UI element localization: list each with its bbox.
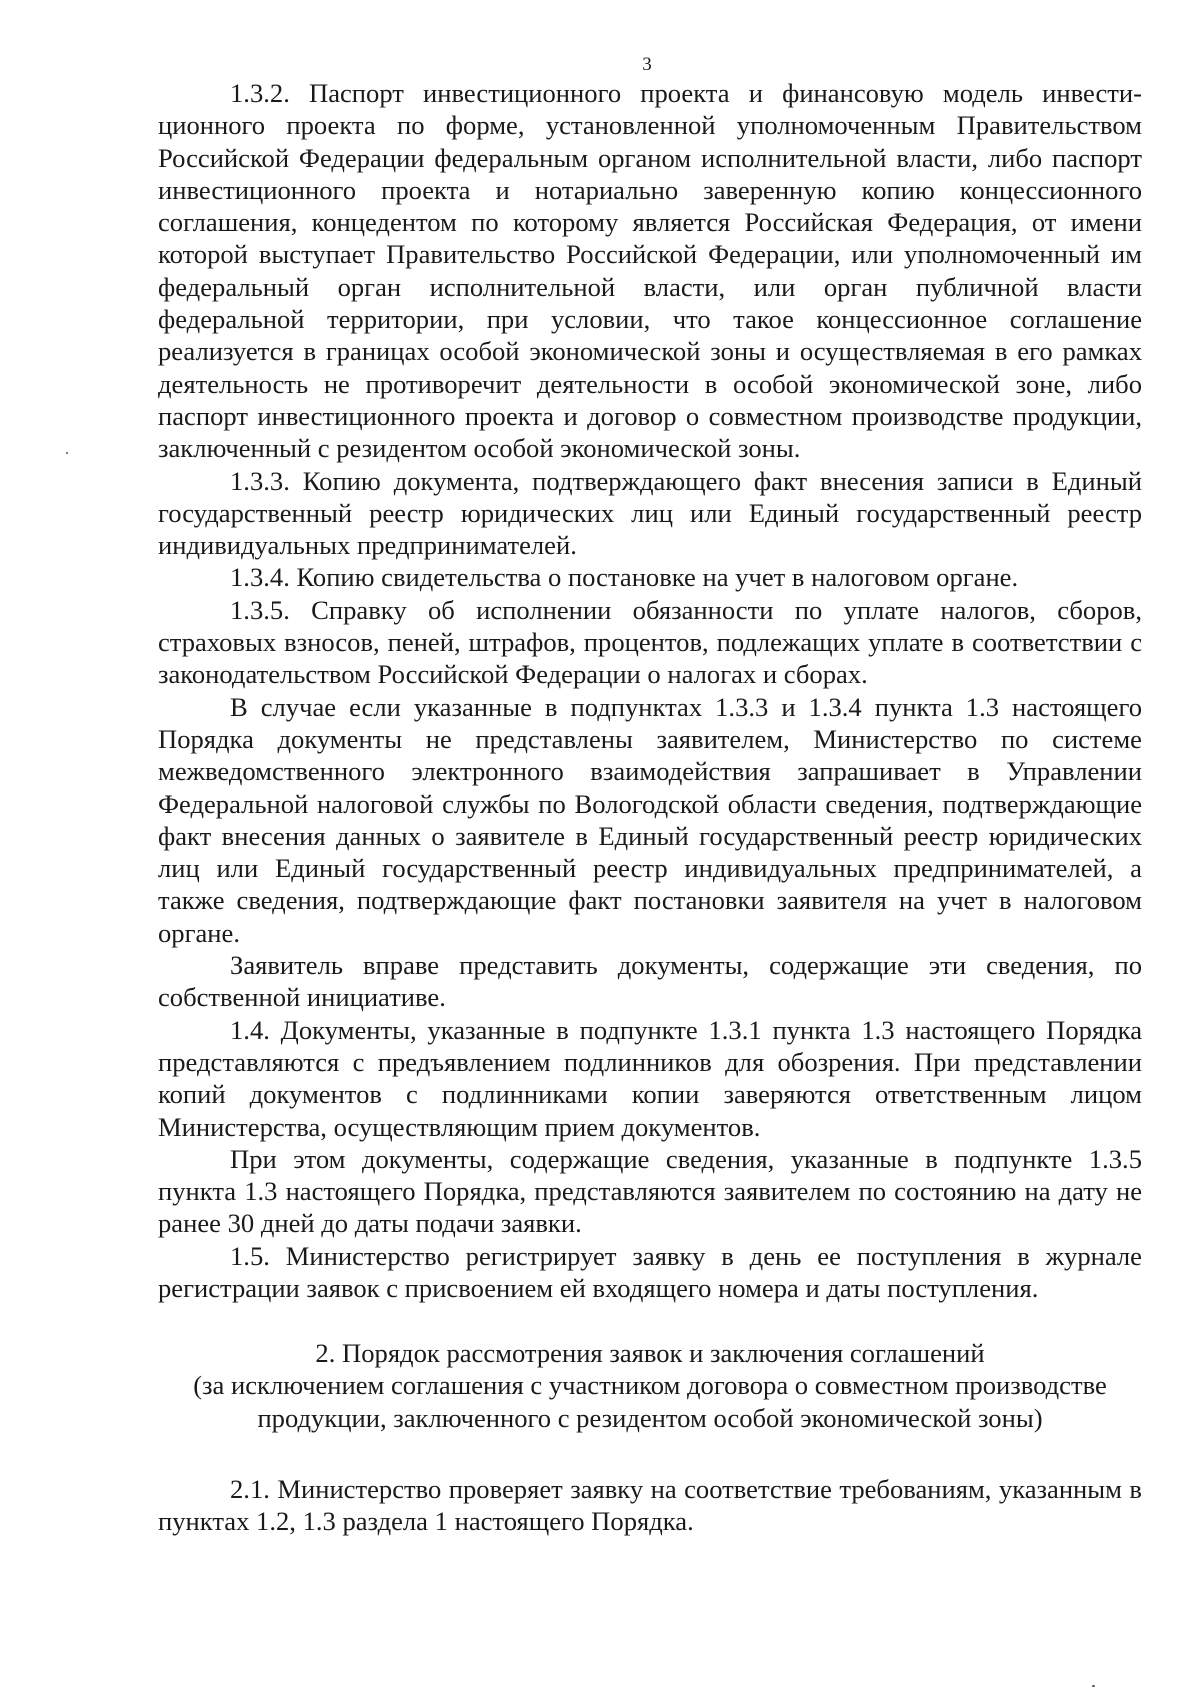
- paragraph-1-3-5-timing: При этом документы, содержащие сведения, указанные в подпункте 1.3.5 пункта 1.3 настоящего Порядка, представляются заявителем по состоянию на дату не ранее 30 дней до даты подачи заявки.: [158, 1143, 1142, 1239]
- section-heading-subtitle-line-1: (за исключением соглашения с участником договора о совместном производстве: [193, 1370, 1107, 1401]
- paragraph-1-4: 1.4. Документы, указанные в подпункте 1.3.1 пункта 1.3 настоящего Порядка представляются с предъявлением подлинников для обозрения. При представлении копий документов с подлинниками копии заверяются ответственным лицом Министерства, осуществляющим прием документов.: [158, 1014, 1142, 1142]
- scan-speck: [1092, 1685, 1095, 1687]
- paragraph-1-3-5: 1.3.5. Справку об исполнении обязанности по уплате налогов, сборов, страховых взносов, пеней, штрафов, процентов, подлежащих уплате в соответствии с законодательством Российской Федерации о налогах и сборах.: [158, 594, 1142, 690]
- section-2-text: [158, 1473, 1142, 1538]
- paragraph-missing-documents: В случае если указанные в подпунктах 1.3.3 и 1.3.4 пункта 1.3 настоящего Порядка документы не представлены заявителем, Министерство по системе межведомственного электронного взаимодействия запрашивает в Управлении Федеральной налоговой службы по Вологодской области сведения, подтверждающие факт внесения данных о заявителе в Единый государственный реестр юридических лиц или Единый государственный реестр индивидуальных предпринимателей, а также сведения, подтверждающие факт постановки заявителя на учет в налоговом органе.: [158, 691, 1142, 948]
- paragraph-1-5: 1.5. Министерство регистрирует заявку в день ее поступления в журнале регистрации заявок с присвоением ей входящего номера и даты поступления.: [158, 1240, 1142, 1303]
- section-heading: [158, 1337, 1142, 1434]
- body-text: [158, 77, 1142, 1304]
- section-heading-subtitle-line-2: продукции, заключенного с резидентом особой экономической зоны): [257, 1402, 1043, 1433]
- page-number: 3: [642, 54, 652, 75]
- section-heading-title: 2. Порядок рассмотрения заявок и заключения соглашений: [315, 1338, 985, 1368]
- paragraph-1-3-4: 1.3.4. Копию свидетельства о постановке на учет в налоговом органе.: [230, 562, 1019, 593]
- paragraph-1-3-3: 1.3.3. Копию документа, подтверждающего факт внесения записи в Единый государственный реестр юридических лиц или Единый государственный реестр индивидуальных предпринимателей.: [158, 465, 1142, 561]
- paragraph-2-1: 2.1. Министерство проверяет заявку на соответствие требованиям, указанным в пунктах 1.2, 1.3 раздела 1 настоящего Порядка.: [158, 1474, 1142, 1537]
- paragraph-own-initiative: Заявитель вправе представить документы, содержащие эти сведения, по собственной инициативе.: [158, 950, 1142, 1013]
- scan-speck: [66, 452, 68, 454]
- paragraph-1-3-2: 1.3.2. Паспорт инвестиционного проекта и финансовую модель инвестиционного проекта по форме, установленной уполномоченным Правительством Российской Федерации федеральным органом исполнительной власти, либо паспорт инвестиционного проекта и нотариально заверенную копию концессионного соглашения, концедентом по которому является Российская Федерация, от имени которой выступает Правительство Российской Федерации, или уполномоченный им федеральный орган исполнительной власти, или орган публичной власти федеральной территории, при условии, что такое концессионное соглашение реализуется в границах особой экономической зоны и осуществляемая в его рамках деятельность не противоречит деятельности в особой экономической зоне, либо паспорт инвестиционного проекта и договор о совместном производстве продукции, заключенный с резидентом особой экономической зоны.: [158, 78, 1142, 464]
